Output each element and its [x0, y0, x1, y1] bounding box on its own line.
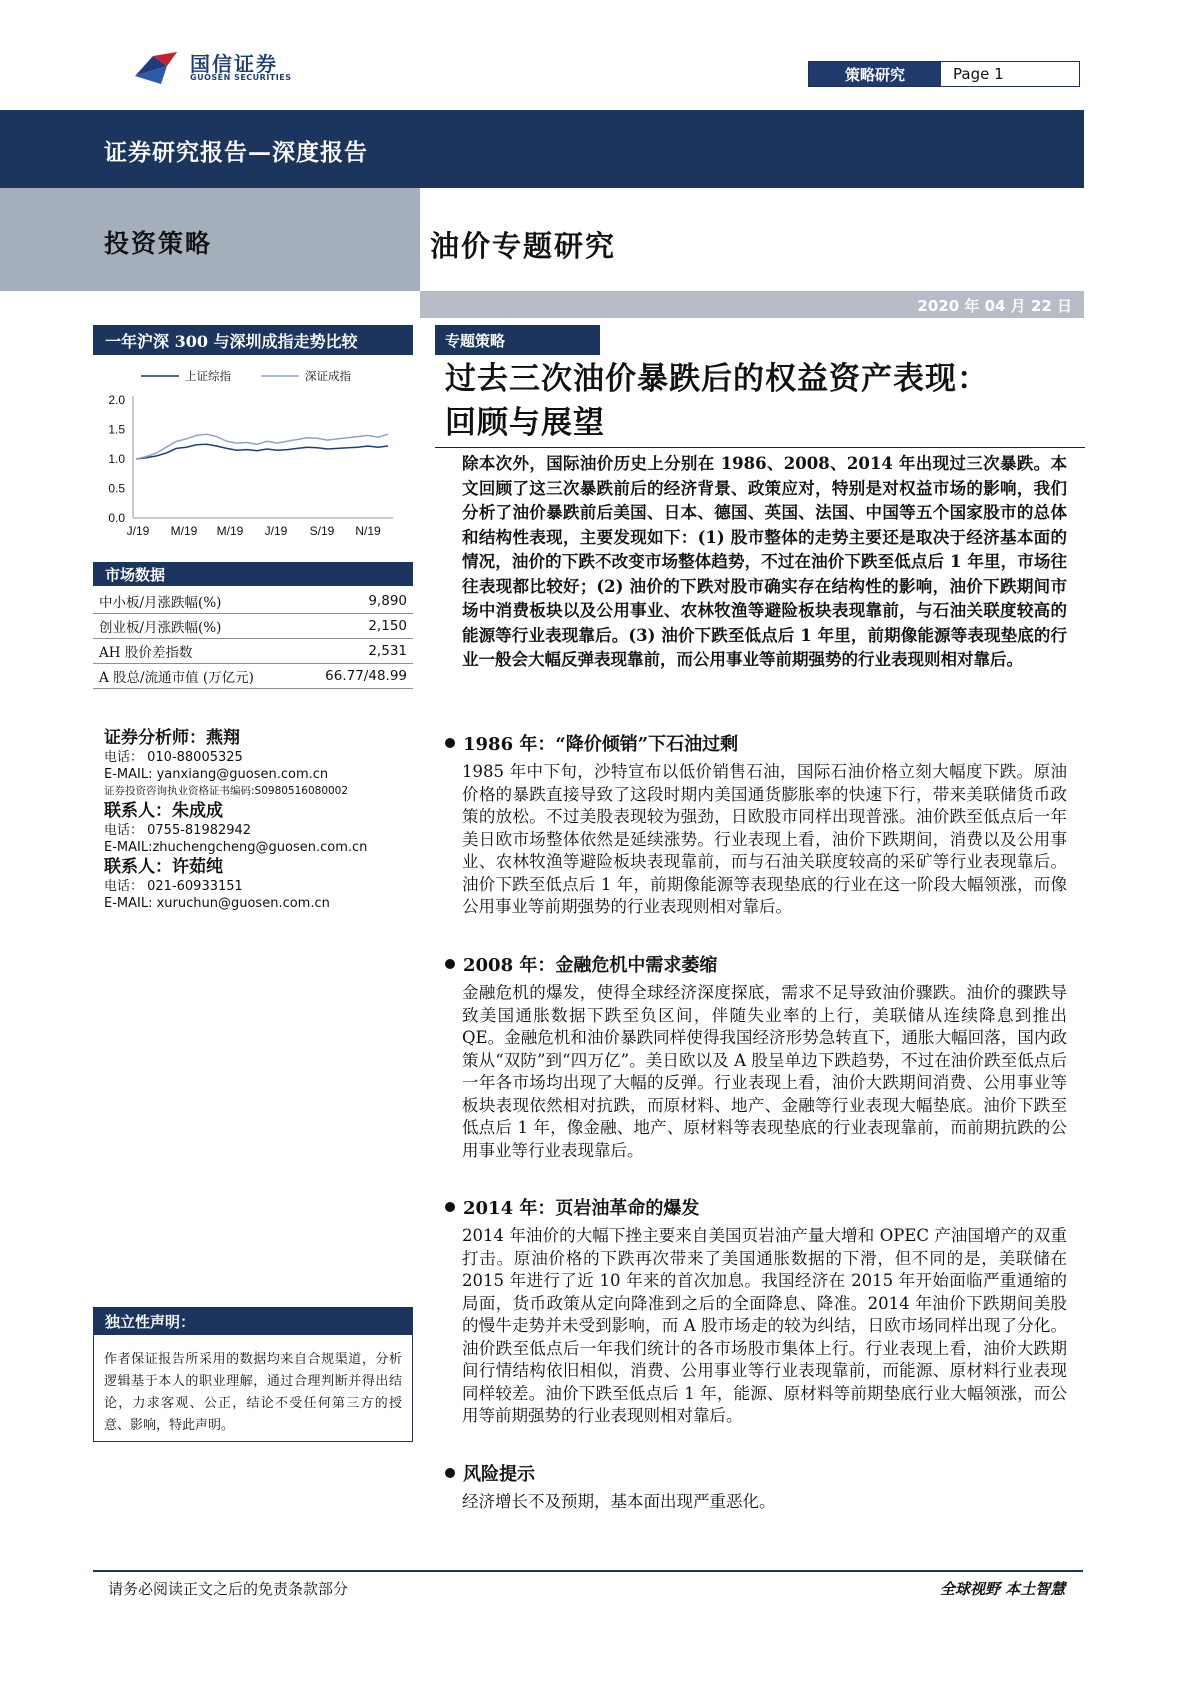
analyst-contacts [104, 727, 434, 912]
date-bar [420, 291, 1084, 318]
report-title-line1: 过去三次油价暴跌后的权益资产表现： [445, 361, 989, 397]
section-title: 2014 年：页岩油革命的爆发 [463, 1198, 700, 1219]
contact-name: 联系人：许茹纯 [104, 857, 223, 877]
market-label: 中小板/月涨跌幅(%) [93, 589, 298, 614]
market-label: A 股总/流通市值 (万亿元) [93, 664, 298, 689]
title-divider [435, 447, 1085, 448]
x-tick-label: M/19 [170, 524, 198, 538]
bullet-icon [445, 1468, 455, 1478]
section-title: 2008 年：金融危机中需求萎缩 [463, 955, 718, 976]
bullet-icon [445, 1202, 455, 1212]
topic-tag: 专题策略 [435, 325, 600, 355]
series-line [136, 434, 388, 459]
x-tick-label: S/19 [309, 524, 335, 538]
topic-banner [420, 188, 1084, 291]
footer-disclaimer[interactable]: 请务必阅读正文之后的免责条款部分 [108, 1580, 349, 1598]
report-type-banner [0, 110, 1084, 188]
category-tag: 策略研究 [809, 62, 941, 86]
analyst-phone: 电话： 010-88005325 [104, 750, 243, 765]
bullet-icon [445, 738, 455, 748]
page-number: Page 1 [941, 62, 1079, 86]
section-heading [445, 1462, 535, 1488]
market-data-table [93, 589, 413, 689]
market-value: 9,890 [298, 589, 413, 614]
market-value: 66.77/48.99 [298, 664, 413, 689]
market-value: 2,150 [298, 614, 413, 639]
report-title [445, 357, 1075, 445]
statement-title: 独立性声明： [93, 1307, 413, 1335]
report-date: 2020 年 04 月 22 日 [917, 297, 1072, 315]
x-tick-label: J/19 [264, 524, 288, 538]
section-paragraph: 2014 年油价的大幅下挫主要来自美国页岩油产量大增和 OPEC 产油国增产的双重打击。原油价格的下跌再次带来了美国通胀数据的下滑，但不同的是，美联储在 2015 年进行了近 10 年来的首次加息。我国经济在 2015 年开始面临严重通缩的局面，货币政策从定向降准到之后的全面降息、降准。2014 年油价下跌期间美股的慢牛走势并未受到影响，而 A 股市场走的较为纠结，日欧市场同样出现了分化。油价跌至低点后一年我们统计的各市场股市集体上行。行业表现上看，油价大跌期间行情结构依旧相似，消费、公用事业等行业表现靠前，而能源、原材料行业表现同样较差。油价下跌至低点后 1 年，能源、原材料等前期垫底行业大幅领涨，而公用等前期强势的行业表现则相对靠后。 [462, 1226, 1067, 1425]
topic-label: 油价专题研究 [430, 229, 617, 263]
y-tick-label: 1.0 [108, 452, 125, 466]
guosen-logo-icon [133, 48, 187, 88]
x-tick-label: M/19 [216, 524, 244, 538]
analyst-name: 证券分析师：燕翔 [104, 728, 240, 748]
section-heading [445, 1196, 699, 1222]
statement-text: 作者保证报告所采用的数据均来自合规渠道，分析逻辑基于本人的职业理解，通过合理判断并得出结论，力求客观、公正，结论不受任何第三方的授意、影响，特此声明。 [93, 1335, 413, 1442]
footer-slogan: 全球视野 本土智慧 [940, 1580, 1066, 1598]
logo-english-name: GUOSEN SECURITIES [190, 73, 292, 82]
footer-divider [93, 1570, 1083, 1572]
series-line [136, 444, 388, 459]
legend-label: 深证成指 [305, 369, 351, 383]
section-title: 风险提示 [463, 1464, 535, 1485]
y-tick-label: 0.0 [108, 511, 125, 525]
summary-paragraph: 除本次外，国际油价历史上分别在 1986、2008、2014 年出现过三次暴跌。本文回顾了这三次暴跌前后的经济背景、政策应对，特别是对权益市场的影响，我们分析了油价暴跌前后美国、日本、德国、英国、法国、中国等五个国家股市的总体和结构性表现，主要发现如下：(1) 股市整体的走势主要还是取决于经济基本面的情况，油价的下跌不改变市场整体趋势，不过在油价下跌至低点后 1 年里，市场往往表现都比较好；(2) 油价的下跌对股市确实存在结构性的影响，油价下跌期间市场中消费板块以及公用事业、农林牧渔等避险板块表现靠前，与石油关联度较高的能源等行业表现靠后。(3) 油价下跌至低点后 1 年里，前期像能源等表现垫底的行业一般会大幅反弹表现靠前，而公用事业等前期强势的行业表现则相对靠后。 [462, 454, 1067, 669]
x-tick-label: N/19 [355, 524, 381, 538]
contact-phone: 电话： 0755-81982942 [104, 823, 252, 838]
index-chart-svg [93, 360, 413, 555]
bullet-icon [445, 959, 455, 969]
chart-title: 一年沪深 300 与深圳成指走势比较 [93, 325, 413, 355]
section-paragraph: 1985 年中下旬，沙特宣布以低价销售石油，国际石油价格立刻大幅度下跌。原油价格的暴跌直接导致了这段时期内美国通货膨胀率的快速下行，带来美联储货币政策的放松。不过美股表现较为强劲，日欧股市同样出现普涨。油价跌至低点后一年美日欧市场整体依然是延续涨势。行业表现上看，油价下跌期间，消费以及公用事业、农林牧渔等避险板块表现靠前，而与石油关联度较高的采矿等行业表现靠后。油价下跌至低点后 1 年，前期像能源等表现垫底的行业在这一阶段大幅领涨，而像公用事业等前期强势的行业表现则相对靠后。 [462, 762, 1067, 916]
section-paragraph: 金融危机的爆发，使得全球经济深度探底，需求不足导致油价骤跌。油价的骤跌导致美国通胀数据下跌至负区间，伴随失业率的上行，美联储从连续降息到推出 QE。金融危机和油价暴跌同样使得我国经济形势急转直下，通胀大幅回落，国内政策从“双防”到“四万亿”。美日欧以及 A 股呈单边下跌趋势，不过在油价跌至低点后一年各市场均出现了大幅的反弹。行业表现上看，油价大跌期间消费、公用事业等板块表现依然相对抗跌，而原材料、地产、金融等行业表现大幅垫底。油价下跌至低点后 1 年，像金融、地产、原材料等表现垫底的行业表现靠前，而前期抗跌的公用事业等行业表现靠后。 [462, 983, 1067, 1160]
analyst-email[interactable]: E-MAIL: yanxiang@guosen.com.cn [104, 767, 329, 782]
section-paragraph: 经济增长不及预期，基本面出现严重恶化。 [462, 1492, 776, 1511]
table-row [93, 589, 413, 614]
analyst-certificate: 证券投资咨询执业资格证书编码:S0980516080002 [104, 785, 349, 797]
section-title: 1986 年：“降价倾销”下石油过剩 [463, 734, 739, 755]
table-row [93, 664, 413, 689]
index-chart [93, 360, 413, 555]
logo-chinese-name: 国信证券 [190, 52, 278, 76]
sector-label: 投资策略 [104, 229, 213, 258]
y-tick-label: 0.5 [108, 481, 125, 496]
table-row [93, 614, 413, 639]
market-label: 创业板/月涨跌幅(%) [93, 614, 298, 639]
section-heading [445, 732, 738, 758]
contact-phone: 电话： 021-60933151 [104, 879, 243, 894]
market-label: AH 股价差指数 [93, 639, 298, 664]
y-tick-label: 1.5 [108, 422, 125, 437]
contact-name: 联系人：朱成成 [104, 801, 223, 821]
x-tick-label: J/19 [126, 524, 150, 538]
contact-email[interactable]: E-MAIL:zhuchengcheng@guosen.com.cn [104, 840, 368, 855]
report-title-line2: 回顾与展望 [445, 405, 605, 441]
report-tag [808, 61, 1080, 87]
table-row [93, 639, 413, 664]
legend-label: 上证综指 [185, 369, 231, 383]
market-data-title: 市场数据 [93, 562, 413, 586]
market-value: 2,531 [298, 639, 413, 664]
section-heading [445, 953, 717, 979]
contact-email[interactable]: E-MAIL: xuruchun@guosen.com.cn [104, 896, 330, 911]
sector-banner [0, 188, 420, 291]
y-tick-label: 2.0 [108, 393, 125, 407]
report-type: 证券研究报告—深度报告 [104, 139, 368, 166]
company-logo [133, 48, 313, 88]
